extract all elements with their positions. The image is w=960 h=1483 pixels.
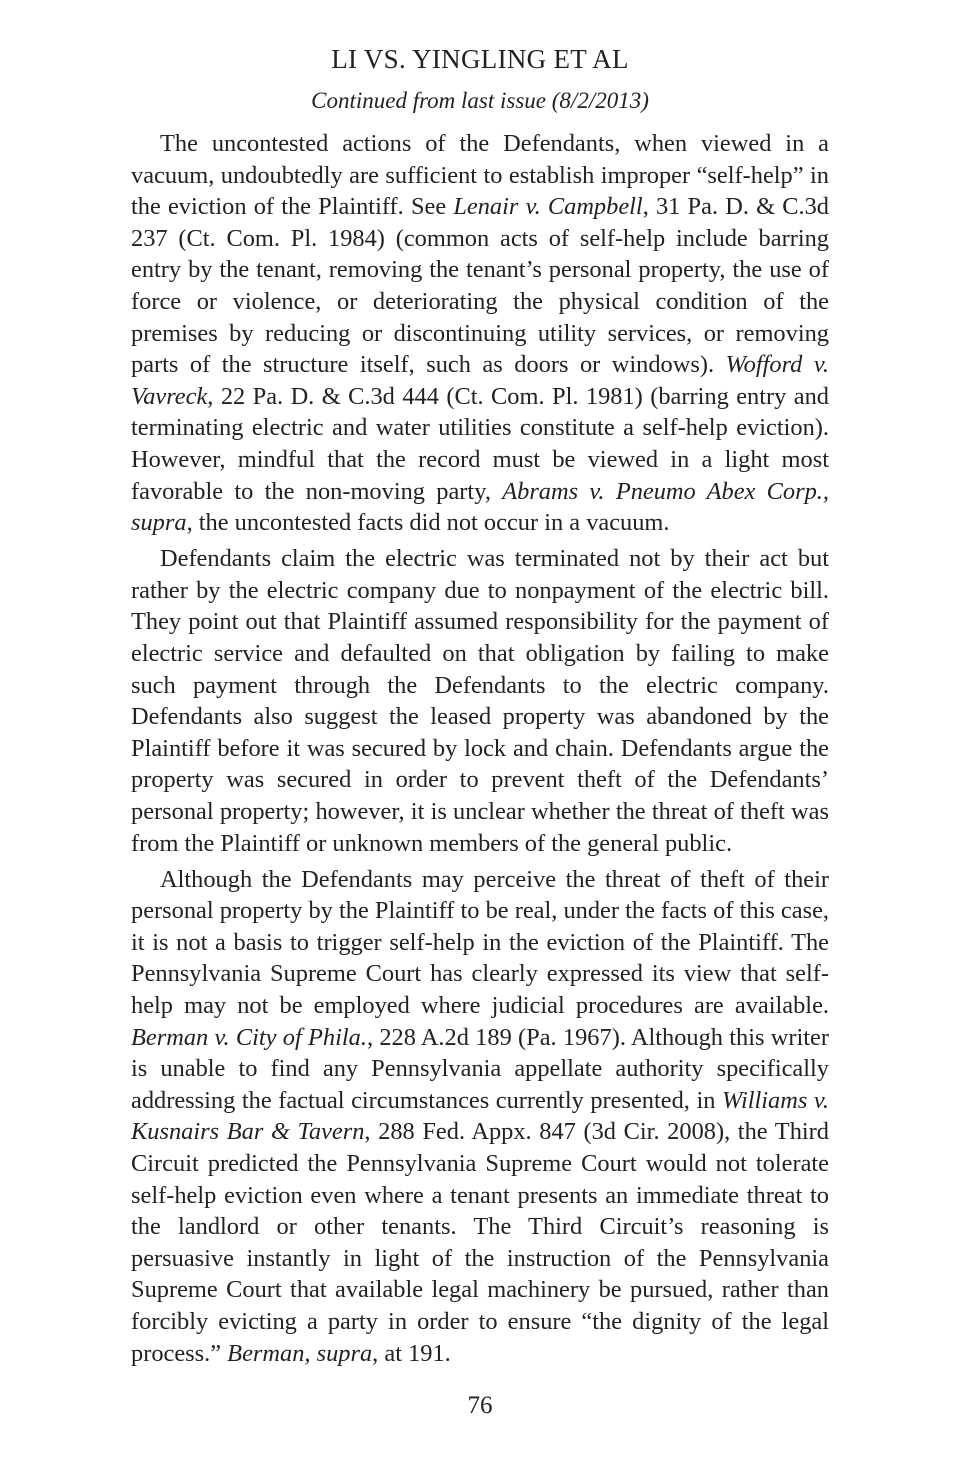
body-paragraph (131, 128, 829, 539)
running-title: LI VS. YINGLING ET AL (331, 44, 629, 74)
text-run: , at 191. (372, 1339, 451, 1367)
case-citation: Williams v. Kusnairs Bar & Tavern (131, 1086, 830, 1146)
case-citation: Wofford v. Vavreck (131, 351, 829, 410)
page-number: 76 (467, 1392, 493, 1419)
body-paragraph (131, 864, 829, 1370)
text-run: Although the Defendants may perceive the threat of theft of their personal property by the Plaintiff to be real, under the facts of this case, it is not a basis to trigger self-help in the eviction of the Plaintiff. The Pennsylvania Supreme Court has clearly expressed its view that self-help may not be employed where judicial procedures are available. (131, 865, 829, 1020)
text-run: The uncontested actions of the Defendants, when viewed in a vacuum, undoubtedly are sufficient to establish improper “self-help” in the eviction of the Plaintiff. See (131, 130, 829, 221)
body-paragraph (131, 543, 829, 859)
text-run: , 22 Pa. D. & C.3d 444 (Ct. Com. Pl. 1981) (barring entry and terminating electric and water utilities constitute a self-help eviction). However, mindful that the record must be viewed in a light most favorable to the non-moving party, (131, 382, 829, 505)
case-citation: Berman v. City of Phila. (131, 1023, 367, 1051)
text-run: Defendants claim the electric was terminated not by their act but rather by the electric company due to nonpayment of the electric bill. They point out that Plaintiff assumed responsibility for the payment of electric service and defaulted on that obligation by failing to make such payment through the Defendants to the electric company. Defendants also suggest the leased property was abandoned by the Plaintiff before it was secured by lock and chain. Defendants argue the property was secured in order to prevent theft of the Defendants’ personal property; however, it is unclear whether the threat of theft was from the Plaintiff or unknown members of the general public. (131, 545, 829, 857)
text-run: , the uncontested facts did not occur in a vacuum. (186, 509, 670, 537)
article-body (131, 128, 829, 1369)
text-run: , 228 A.2d 189 (Pa. 1967). Although this writer is unable to find any Pennsylvania appellate authority specifically addressing the factual circumstances currently presented, in (131, 1023, 829, 1114)
continuation-note: Continued from last issue (8/2/2013) (311, 88, 649, 113)
text-run: , 288 Fed. Appx. 847 (3d Cir. 2008), the Third Circuit predicted the Pennsylvania Supreme Court would not tolerate self-help eviction even where a tenant presents an immediate threat to the landlord or other tenants. The Third Circuit’s reasoning is persuasive instantly in light of the instruction of the Pennsylvania Supreme Court that available legal machinery be pursued, rather than forcibly evicting a party in order to ensure “the dignity of the legal process.” (131, 1118, 829, 1367)
case-citation: Lenair v. Campbell (453, 193, 643, 221)
case-citation: Berman, supra (227, 1339, 373, 1367)
case-citation: Abrams v. Pneumo Abex Corp., supra (131, 477, 829, 537)
text-run: , 31 Pa. D. & C.3d 237 (Ct. Com. Pl. 1984) (common acts of self-help include barring entry by the tenant, removing the tenant’s personal property, the use of force or violence, or deteriorating the physical condition of the premises by reducing or discontinuing utility services, or removing parts of the structure itself, such as doors or windows). (131, 193, 829, 379)
